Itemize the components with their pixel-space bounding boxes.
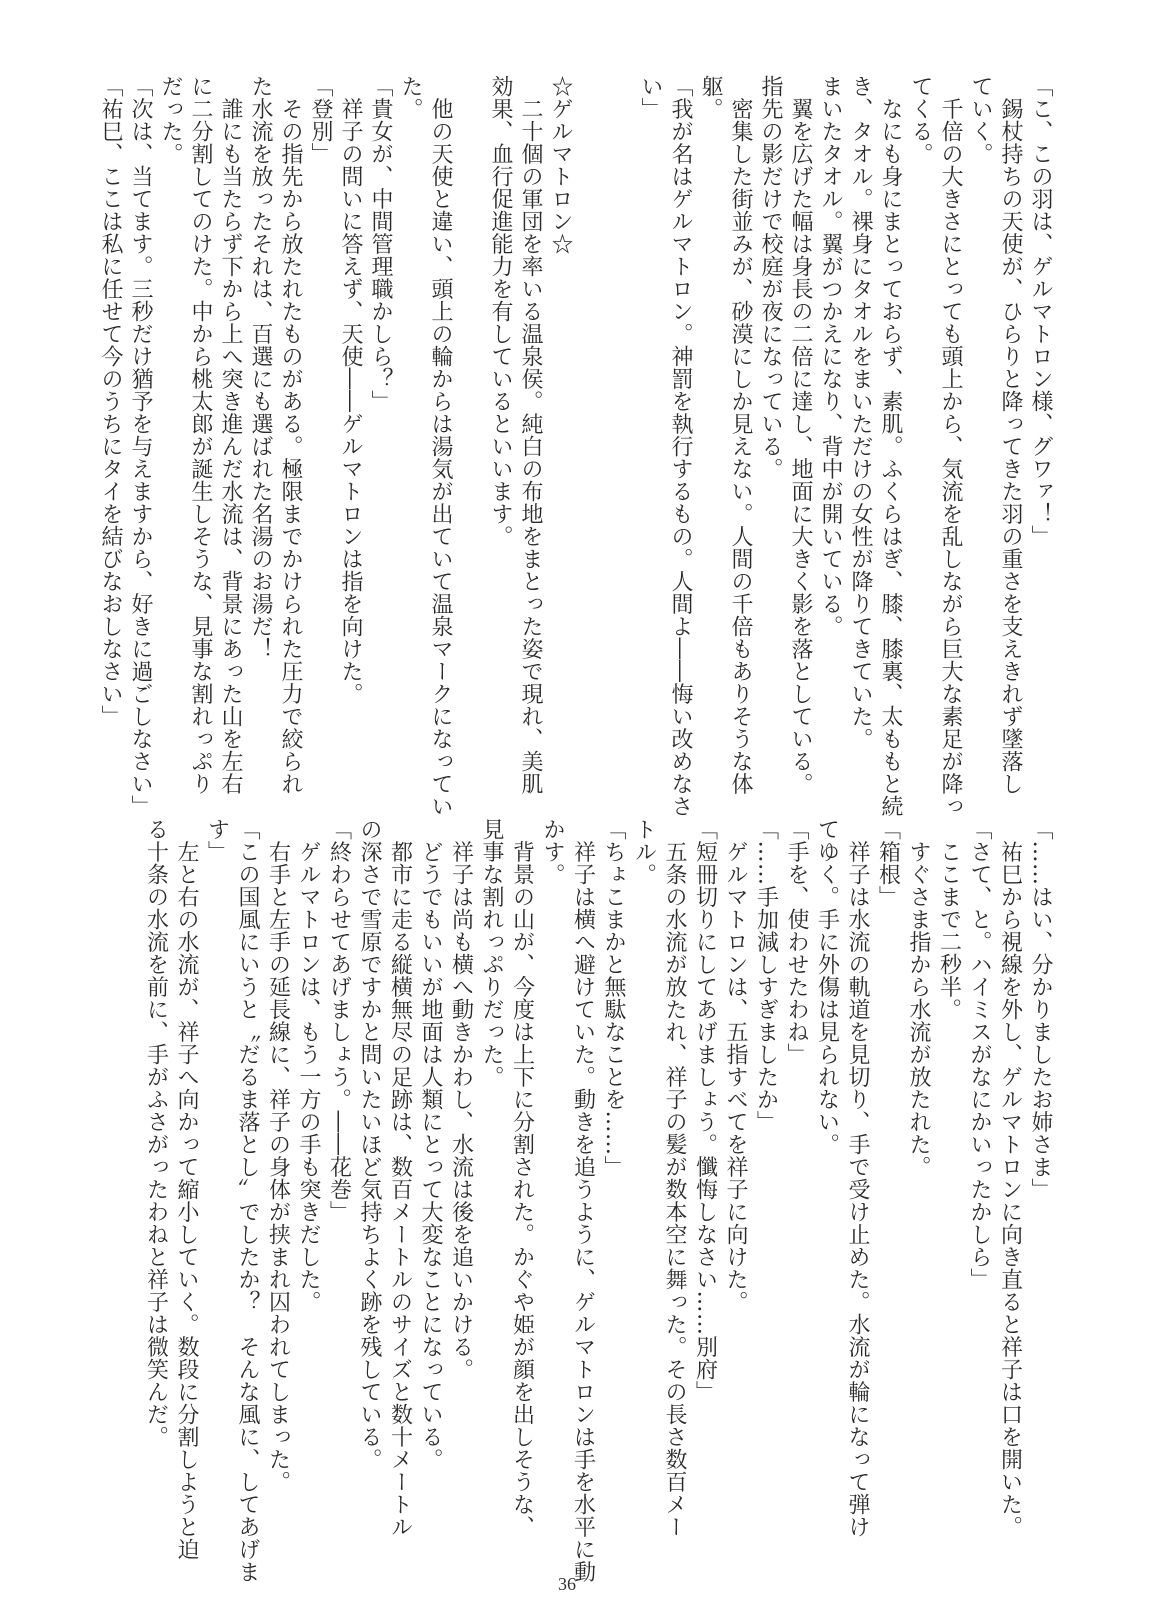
text-line: 効果、血行促進能力を有しているといいます。 xyxy=(488,75,513,548)
text-line: 「終わらせてあげましょう。――花巻」 xyxy=(326,818,352,1223)
text-line: 翼を広げた幅は身長の二倍に達し、地面に大きく影を落としている。 xyxy=(788,75,813,795)
text-line: る十条の水流を前に、手がふさがったわねと祥子は微笑んだ。 xyxy=(143,818,169,1448)
text-line: た水流を放ったそれは、百選にも選ばれた名湯のお湯だ！ xyxy=(248,75,273,660)
text-line: 祥子の問いに答えず、天使――ゲルマトロンは指を向けた。 xyxy=(338,75,363,705)
text-line: 右手と左手の延長線に、祥子の身体が挟まれ囚われてしまった。 xyxy=(265,818,291,1493)
bottom-text-block xyxy=(140,818,1055,1583)
text-line: 「さて、と。ハイミスがなにかいったかしら」 xyxy=(967,818,992,1291)
text-line: 五条の水流が放たれ、祥子の髪が数本空に舞った。その長さ数百メー xyxy=(662,818,687,1538)
text-line: 他の天使と違い、頭上の輪からは湯気が出ていて温泉マークになってい xyxy=(428,75,453,818)
text-line: す」 xyxy=(204,818,230,863)
text-line: 都市に走る縦横無尽の足跡は、数百メートルのサイズと数十メートル xyxy=(387,818,413,1538)
text-line: た。 xyxy=(398,75,423,120)
text-line: 「手を、使わせたわね」 xyxy=(784,818,809,1066)
text-line: 見事な割れっぷりだった。 xyxy=(479,818,504,1088)
text-line: 指先の影だけで校庭が夜になっている。 xyxy=(758,75,783,480)
text-line: き、タオル。裸身にタオルをまいただけの女性が降りてきていた。 xyxy=(848,75,873,750)
text-line: 躯。 xyxy=(698,75,723,120)
text-line: 密集した街並みが、砂漠にしか見えない。人間の千倍もありそうな体 xyxy=(728,75,753,795)
text-line: 左と右の水流が、祥子へ向かって縮小していく。数段に分割しようと迫 xyxy=(174,818,199,1561)
text-line: てゆく。手に外傷は見られない。 xyxy=(814,818,840,1156)
text-line: すぐさま指から水流が放たれた。 xyxy=(906,818,931,1178)
text-line: 「登別」 xyxy=(308,75,333,165)
text-line: 「……手加減しすぎましたか」 xyxy=(753,818,779,1133)
text-line: 二十個の軍団を率いる温泉侯。純白の布地をまとった姿で現れ、美肌 xyxy=(518,75,543,795)
text-line: 「次は、当てます。三秒だけ猶予を与えますから、好きに過ごしなさい」 xyxy=(128,75,153,818)
text-line: 「こ、この羽は、ゲルマトロン様、グワァ！」 xyxy=(1028,75,1053,548)
text-line: 祐巳から視線を外し、ゲルマトロンに向き直ると祥子は口を開いた。 xyxy=(997,818,1023,1538)
text-line: トル。 xyxy=(631,818,657,886)
text-line: 錫杖持ちの天使が、ひらりと降ってきた羽の重さを支えきれず墜落し xyxy=(998,75,1023,795)
text-line: 千倍の大きさにとっても頭上から、気流を乱しながら巨大な素足が降っ xyxy=(938,75,963,818)
text-line: ゲルマトロンは、五指すべてを祥子に向けた。 xyxy=(723,818,748,1313)
text-line: 祥子は尚も横へ動きかわし、水流は後を追いかける。 xyxy=(448,818,474,1381)
text-line xyxy=(455,75,485,715)
text-line: ここまで二秒半。 xyxy=(936,818,962,1021)
text-line: に二分割してのけた。中から桃太郎が誕生しそうな、見事な割れっぷり xyxy=(188,75,213,795)
top-text-block xyxy=(95,75,1055,818)
text-line: その指先から放たれたものがある。極限までかけられた圧力で絞られ xyxy=(278,75,303,795)
text-line: 背景の山が、今度は上下に分割された。かぐや姫が顔を出しそうな、 xyxy=(509,818,535,1538)
text-line: なにも身にまとっておらず、素肌。ふくらはぎ、膝、膝裏、太ももと続 xyxy=(878,75,903,818)
text-line: 祥子は横へ避けていた。動きを追うように、ゲルマトロンは手を水平に動 xyxy=(570,818,596,1583)
text-line: 「箱根」 xyxy=(875,818,901,908)
text-line: 「……はい、分かりましたお姉さま」 xyxy=(1028,818,1053,1201)
text-line: ☆ゲルマトロン☆ xyxy=(548,75,573,255)
text-line: い」 xyxy=(638,75,663,120)
text-line: 「祐巳、ここは私に任せて今のうちにタイを結びなおしなさい」 xyxy=(98,75,123,728)
text-line: ていく。 xyxy=(968,75,993,165)
text-line xyxy=(575,75,605,715)
page-number: 36 xyxy=(558,1574,576,1594)
text-line: 祥子は水流の軌道を見切り、手で受け止めた。水流が輪になって弾け xyxy=(845,818,870,1538)
text-line: ゲルマトロンは、もう一方の手も突きだした。 xyxy=(296,818,321,1313)
text-line: 「短冊切りにしてあげましょう。懺悔しなさい……別府」 xyxy=(692,818,718,1403)
text-line xyxy=(605,75,635,715)
text-line: 「この国風にいうと〝だるま落とし〟でしたか？ そんな風に、してあげま xyxy=(235,818,260,1583)
text-line: 「ちょこまかと無駄なことを……」 xyxy=(601,818,626,1178)
text-line: 誰にも当たらず下から上へ突き進んだ水流は、背景にあった山を左右 xyxy=(218,75,243,795)
text-line: 「我が名はゲルマトロン。神罰を執行するもの。人間よ――悔い改めなさ xyxy=(668,75,693,818)
text-line: 「貴女が、中間管理職かしら？」 xyxy=(368,75,393,413)
text-line: どうでもいいが地面は人類にとって大変なことになっている。 xyxy=(418,818,443,1471)
text-line: てくる。 xyxy=(908,75,933,165)
text-line: かす。 xyxy=(540,818,565,886)
text-line: の深さで雪原ですかと問いたいほど気持ちよく跡を残している。 xyxy=(357,818,382,1471)
text-line: まいたタオル。翼がつかえになり、背中が開いている。 xyxy=(818,75,843,638)
text-line: だった。 xyxy=(158,75,183,165)
